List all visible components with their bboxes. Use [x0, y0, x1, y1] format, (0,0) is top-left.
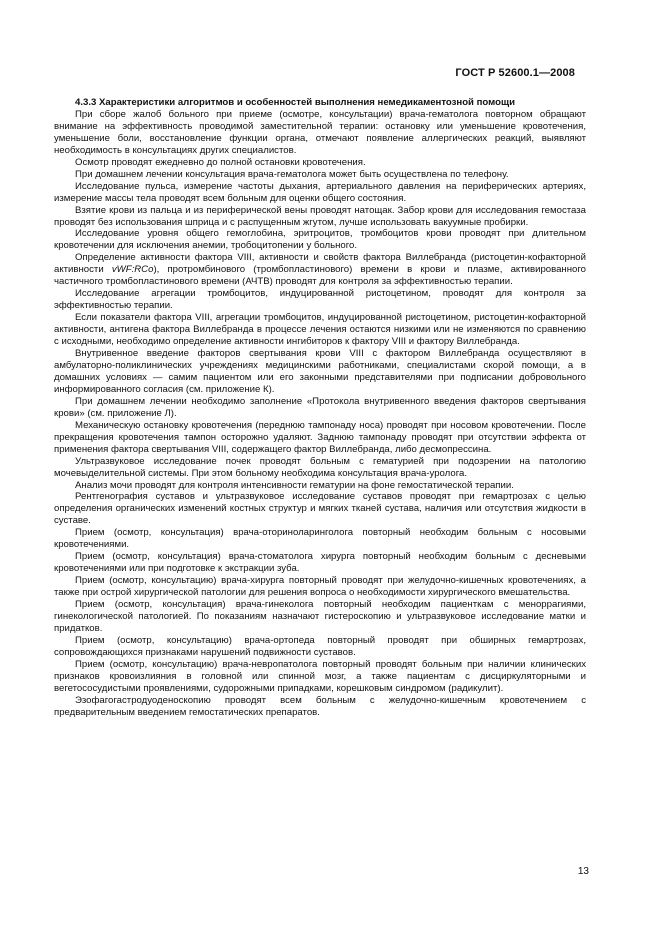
paragraph: Прием (осмотр, консультацию) врача-невропатолога повторный проводят больным при наличии клинических признаков кровоизлияния в головной или спинной мозг, а также пациентам с дисциркуляторными и вегетососудистыми проявлениями, судорожными припадками, корешковым синдромом (радикулит).	[54, 658, 586, 694]
paragraph: Осмотр проводят ежедневно до полной остановки кровотечения.	[75, 156, 366, 168]
paragraph: Если показатели фактора VIII, агрегации тромбоцитов, индуцированной ристоцетином, ристоцетин-кофакторной активности, антигена фактора Виллебранда в процессе лечения остаются низкими или не изменяются по сравнению с исходными, необходимо определение активности ингибиторов к фактору VIII и фактору Виллебранда.	[54, 312, 586, 348]
paragraph: Прием (осмотр, консультация) врача-стоматолога хирурга повторный необходим больным с десневыми кровотечениями или при подготовке к экстракции зуба.	[54, 551, 586, 575]
paragraph: Прием (осмотр, консультацию) врача-ортопеда повторный проводят при обширных гемартрозах, сопровождающихся признаками нарушений подвижности суставов.	[54, 634, 586, 658]
paragraph: Эзофагогастродуоденоскопию проводят всем больным с желудочно-кишечным кровотечением с предварительным введением гемостатических препаратов.	[54, 694, 586, 718]
text-run: ), протромбинового (тромбопластинового) времени в крови и плазме, активированного частичного тромбопластинового времени (АЧТВ) проводят для контроля за эффективностью терапии.	[54, 264, 586, 288]
paragraph: Внутривенное введение факторов свертывания крови VIII с фактором Виллебранда осуществляют в амбулаторно-поликлинических учреждениях медицинскими работниками, специалистами скорой помощи, а в домашних условиях — самим пациентом или его законными представителями при подписании добровольного информированного согласия (см. приложение К).	[54, 348, 586, 395]
paragraph-vwf	[54, 252, 586, 288]
paragraph: Прием (осмотр, консультация) врача-оториноларинголога повторный необходим больным с носовыми кровотечениями.	[54, 527, 586, 551]
document-body	[54, 97, 586, 719]
paragraph: Анализ мочи проводят для контроля интенсивности гематурии на фоне гемостатической терапии.	[75, 479, 514, 491]
paragraph: Рентгенография суставов и ультразвуковое исследование суставов проводят при гемартрозах с целью определения органических изменений костных структур и мягких тканей сустава, наличия или отсутствия жидкости в суставе.	[54, 491, 586, 527]
paragraph: Механическую остановку кровотечения (переднюю тампонаду носа) проводят при носовом кровотечении. После прекращения кровотечения тампон осторожно удаляют. Заднюю тампонаду проводят при отсутствии эффекта от применения фактора свертывания VIII, содержащего фактор Виллебранда, либо десмопрессина.	[54, 419, 586, 455]
paragraph: Исследование уровня общего гемоглобина, эритроцитов, тромбоцитов крови проводят при длительном кровотечении для исключения анемии, тробоцитопении у больного.	[54, 228, 586, 252]
paragraph: Исследование пульса, измерение частоты дыхания, артериального давления на периферических артериях, измерение массы тела проводят всем больным для оценки общего состояния.	[54, 180, 586, 204]
page-number: 13	[577, 866, 589, 877]
paragraph: Прием (осмотр, консультацию) врача-хирурга повторный проводят при желудочно-кишечных кровотечениях, а также при острой хирургической патологии для решения вопроса о необходимости хирургического вмешательства.	[54, 575, 586, 599]
text-run: Определение активности фактора VIII, активности и свойств фактора Виллебранда (ристоцетин-кофакторной активности	[54, 252, 586, 276]
italic-term: vWF:RCo	[111, 264, 154, 276]
paragraph: Ультразвуковое исследование почек проводят больным с гематурией при подозрении на патологию мочевыделительной системы. При этом больному необходима консультация врача-уролога.	[54, 455, 586, 479]
paragraph: При сборе жалоб больного при приеме (осмотре, консультации) врача-гематолога повторном обращают внимание на эффективность проводимой заместительной терапии: остановку или уменьшение кровотечения, уменьшение боли, восстановление функции органа, отмечают появление аллергических реакций, выявляют необходимость в консультациях других специалистов.	[54, 108, 586, 156]
paragraph: Взятие крови из пальца и из периферической вены проводят натощак. Забор крови для исследования гемостаза проводят без использования шприца и с распущенным жгутом, лучше использовать вакуумные пробирки.	[54, 204, 586, 228]
section-heading: 4.3.3 Характеристики алгоритмов и особенностей выполнения немедикаментозной помощи	[75, 97, 515, 108]
paragraph: При домашнем лечении консультация врача-гематолога может быть осуществлена по телефону.	[75, 168, 509, 180]
paragraph: Прием (осмотр, консультация) врача-гинеколога повторный необходим пациенткам с меноррагиями, гинекологической патологией. По показаниям назначают гистероскопию и ультразвуковое исследование матки и придатков.	[54, 599, 586, 634]
paragraph: Исследование агрегации тромбоцитов, индуцированной ристоцетином, проводят для контроля за эффективностью терапии.	[54, 288, 586, 312]
paragraph: При домашнем лечении необходимо заполнение «Протокола внутривенного введения факторов свертывания крови» (см. приложение Л).	[54, 395, 586, 419]
standard-designation: ГОСТ Р 52600.1—2008	[455, 67, 575, 79]
